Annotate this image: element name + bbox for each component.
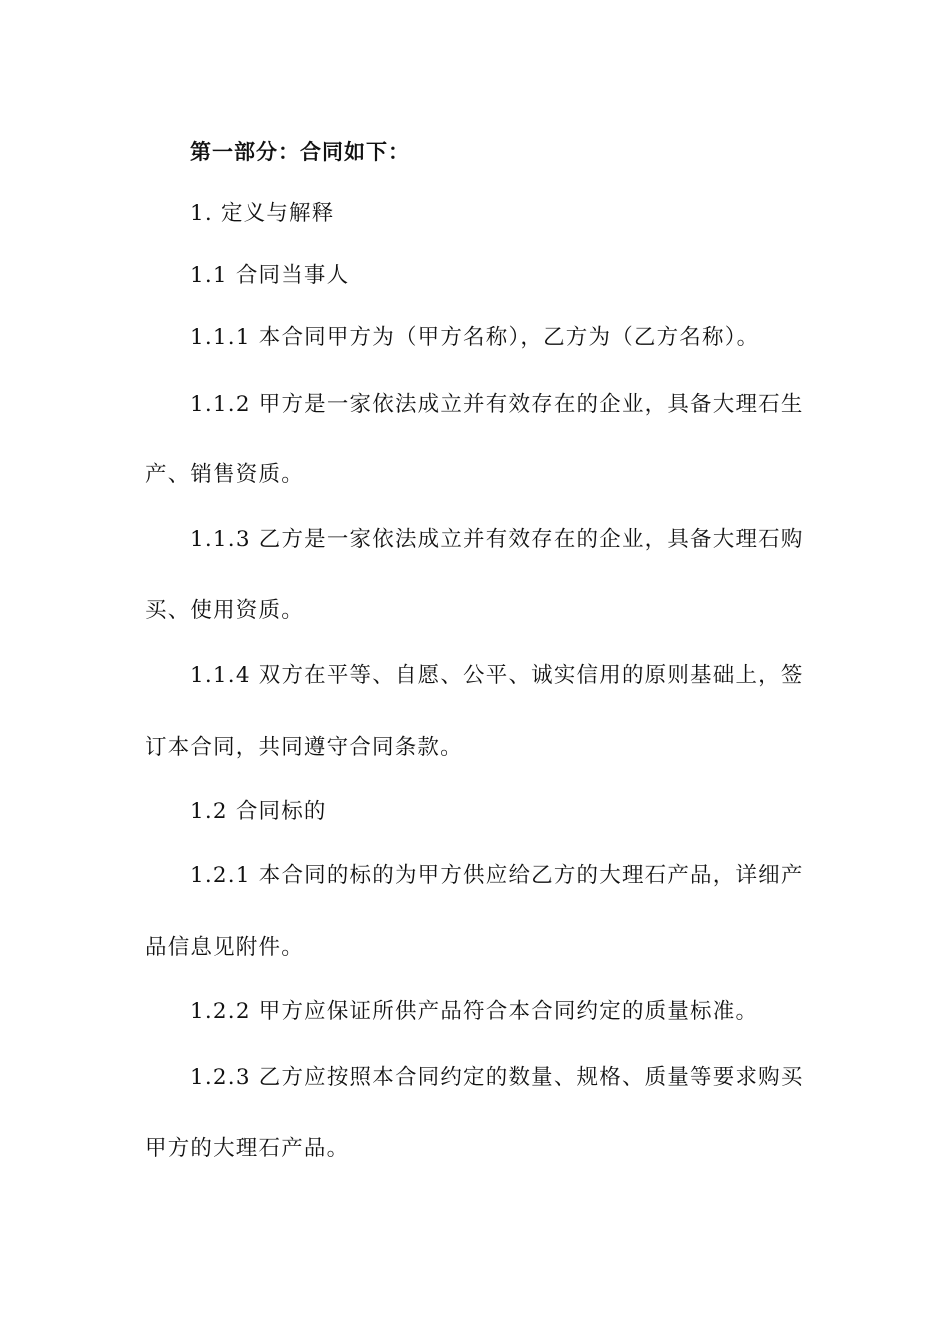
clause-1-1-1: 1.1.1 本合同甲方为（甲方名称），乙方为（乙方名称）。 [190, 325, 760, 350]
clause-1-2-3-continued: 甲方的大理石产品。 [145, 1136, 350, 1161]
clause-1-1-3: 1.1.3 乙方是一家依法成立并有效存在的企业，具备大理石购 [190, 527, 804, 552]
clause-1-2-3: 1.2.3 乙方应按照本合同约定的数量、规格、质量等要求购买 [190, 1065, 804, 1090]
clause-1-1-2-continued: 产、销售资质。 [145, 462, 304, 487]
clause-1-1-2: 1.1.2 甲方是一家依法成立并有效存在的企业，具备大理石生 [190, 392, 804, 417]
clause-1: 1. 定义与解释 [190, 201, 335, 226]
clause-1-1: 1.1 合同当事人 [190, 263, 350, 288]
clause-1-2-1: 1.2.1 本合同的标的为甲方供应给乙方的大理石产品，详细产 [190, 863, 804, 888]
clause-1-1-4: 1.1.4 双方在平等、自愿、公平、诚实信用的原则基础上，签 [190, 663, 804, 688]
clause-1-2-2: 1.2.2 甲方应保证所供产品符合本合同约定的质量标准。 [190, 999, 759, 1024]
clause-1-2-1-continued: 品信息见附件。 [145, 935, 304, 960]
clause-1-1-3-continued: 买、使用资质。 [145, 598, 304, 623]
clause-1-2: 1.2 合同标的 [190, 799, 327, 824]
clause-1-1-4-continued: 订本合同，共同遵守合同条款。 [145, 735, 463, 760]
section-heading: 第一部分：合同如下： [190, 140, 410, 164]
